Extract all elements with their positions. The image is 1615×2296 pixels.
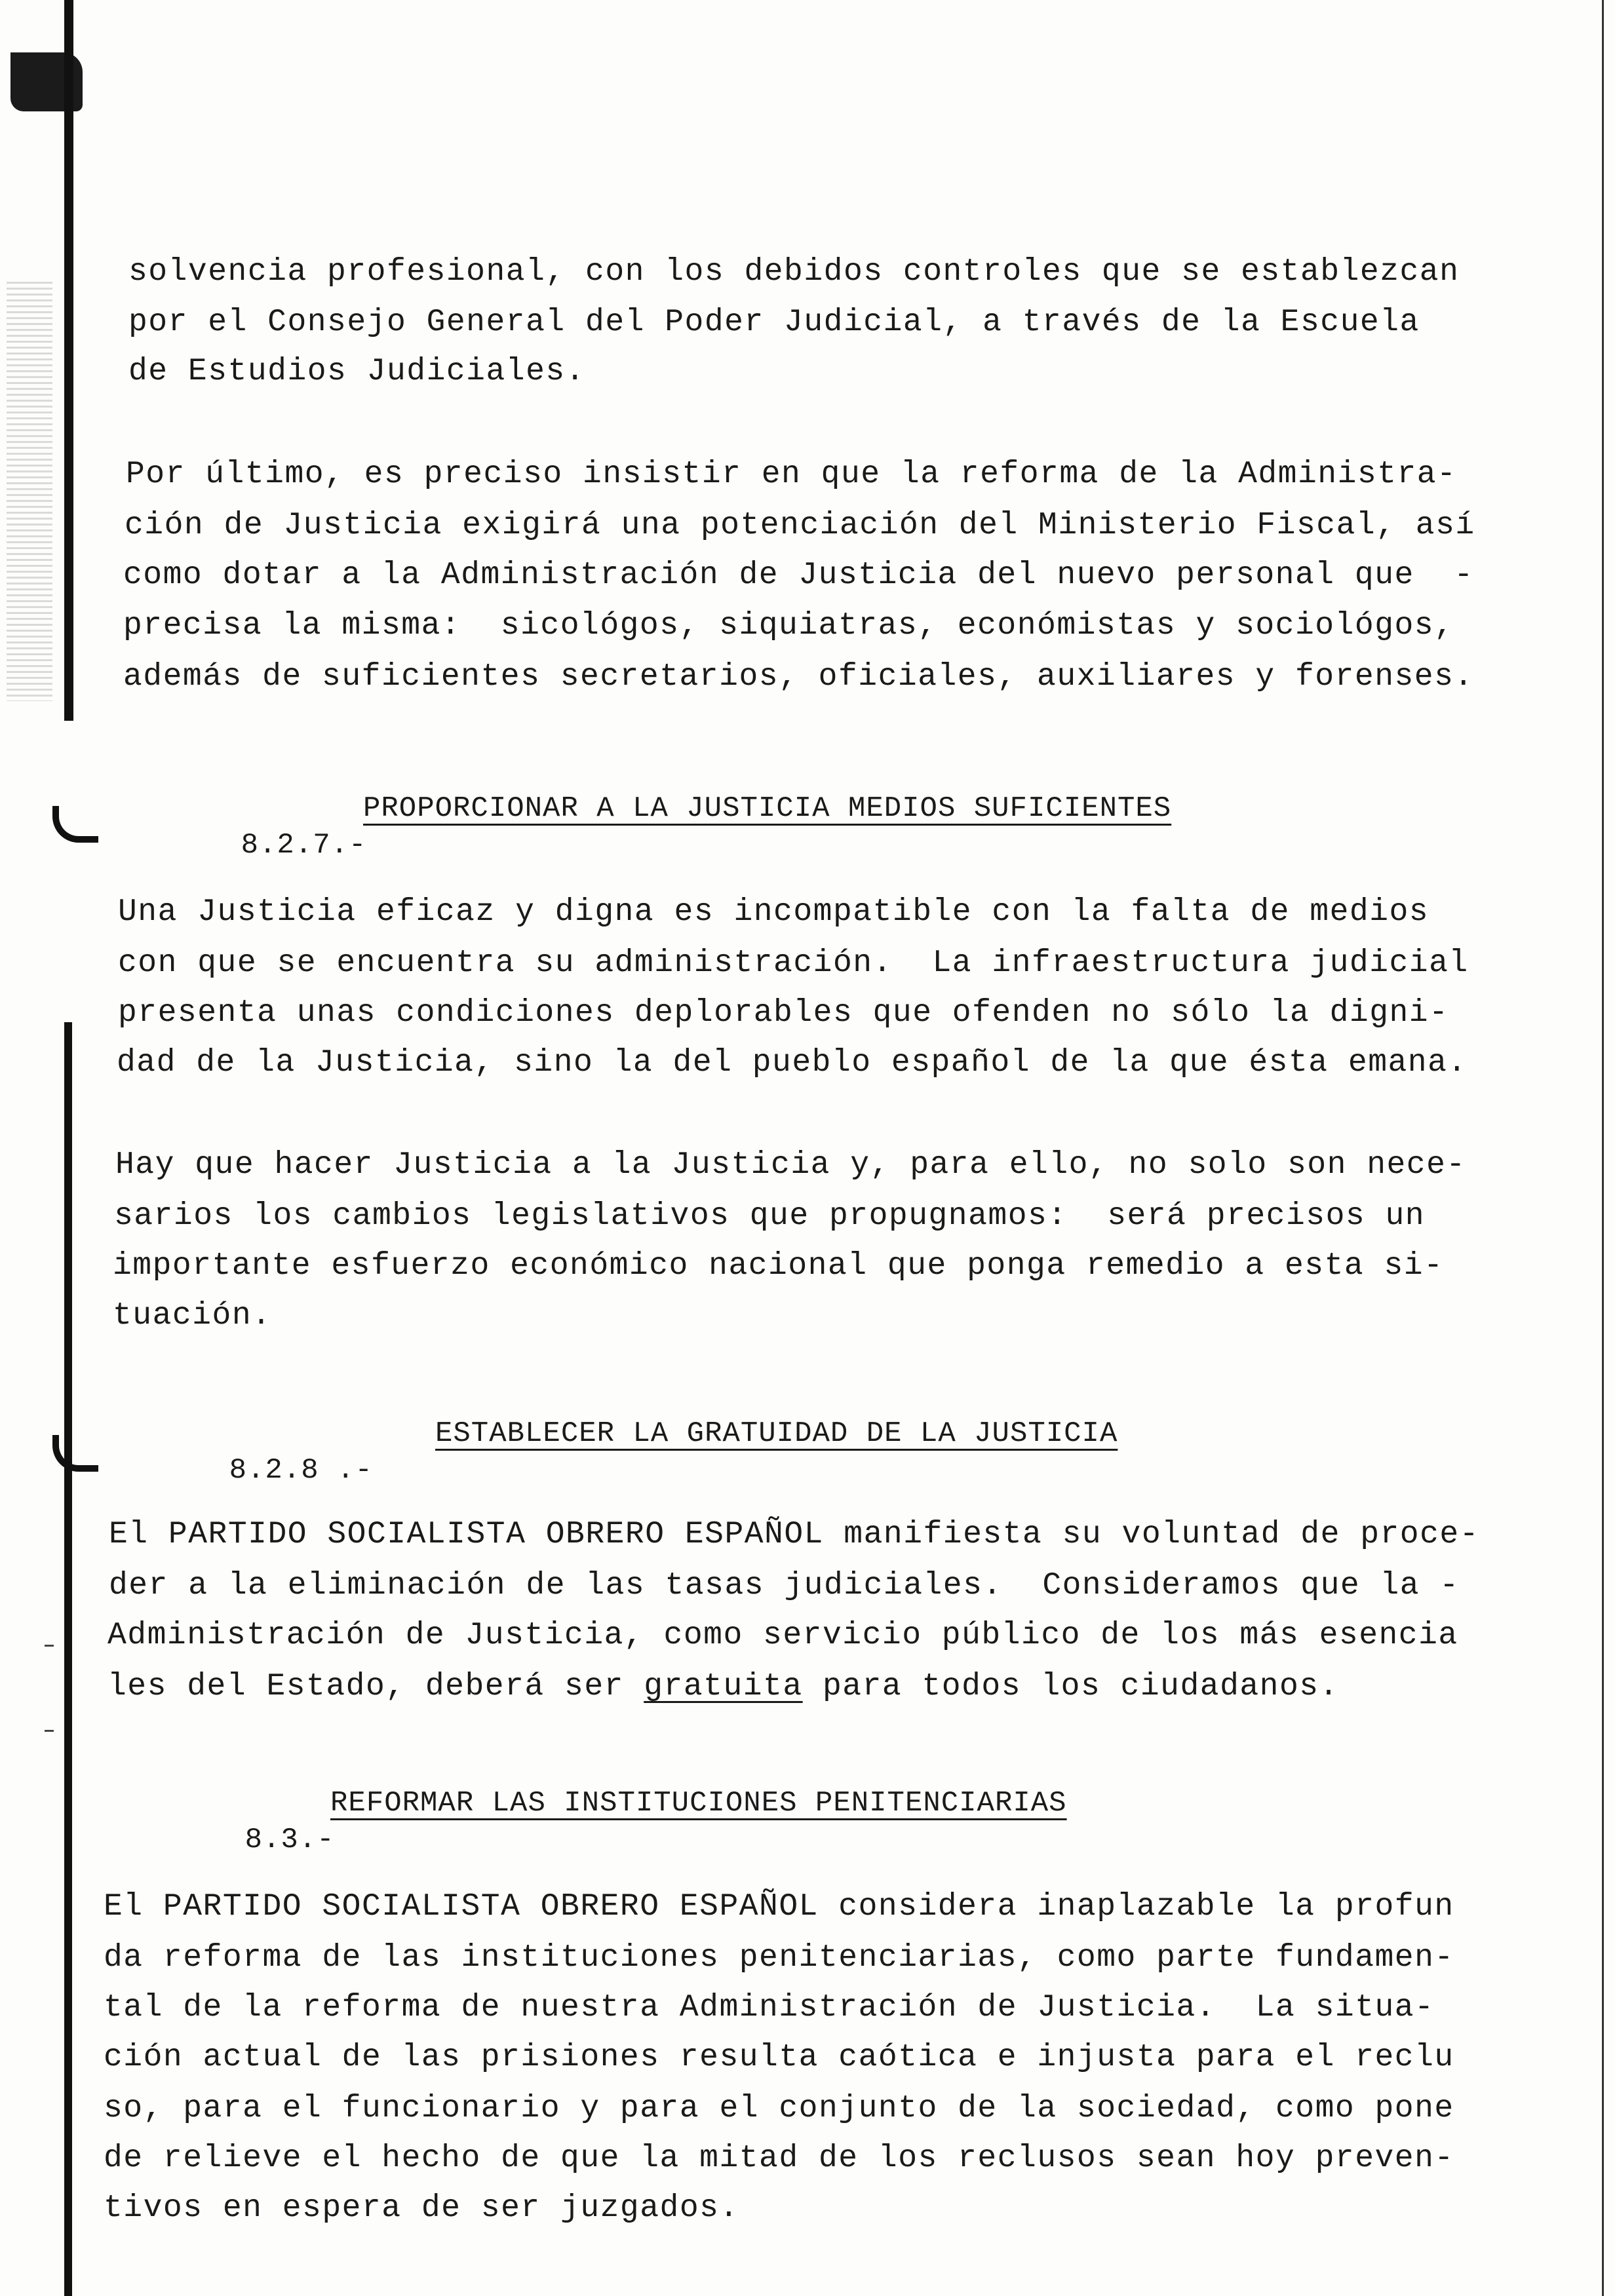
- text-line: por el Consejo General del Poder Judicial, a través de la Escuela: [128, 305, 1420, 340]
- text-line: Administración de Justicia, como servicio público de los más esencia: [107, 1618, 1458, 1653]
- binding-edge-lower: [64, 1022, 72, 2296]
- text-line: ción de Justicia exigirá una potenciación del Ministerio Fiscal, así: [125, 508, 1475, 543]
- text-line: sarios los cambios legislativos que propugnamos: será precisos un: [114, 1198, 1426, 1234]
- text-line: Por último, es preciso insistir en que la reforma de la Administra-: [126, 457, 1457, 492]
- text-run: para todos los ciudadanos.: [802, 1669, 1339, 1704]
- text-line: de relieve el hecho de que la mitad de los reclusos sean hoy preven-: [104, 2141, 1454, 2176]
- binding-speckle: [7, 282, 52, 701]
- text-line: Una Justicia eficaz y digna es incompatible con la falta de medios: [118, 894, 1430, 930]
- text-line: El PARTIDO SOCIALISTA OBRERO ESPAÑOL considera inaplazable la profun: [104, 1889, 1454, 1924]
- text-line: además de suficientes secretarios, oficiales, auxiliares y forenses.: [123, 659, 1474, 695]
- text-line: dad de la Justicia, sino la del pueblo español de la que ésta emana.: [117, 1045, 1468, 1081]
- text-line: ción actual de las prisiones resulta caótica e injusta para el reclu: [104, 2040, 1454, 2075]
- section-number: 8.2.8 .-: [229, 1454, 373, 1487]
- text-run: les del Estado, deberá ser: [107, 1669, 624, 1704]
- text-line: [107, 1667, 1339, 1706]
- text-line: El PARTIDO SOCIALISTA OBRERO ESPAÑOL manifiesta su voluntad de proce-: [109, 1517, 1480, 1552]
- binding-hook-upper: [52, 806, 98, 843]
- text-line: tivos en espera de ser juzgados.: [104, 2191, 739, 2226]
- underlined-word: gratuita: [644, 1669, 803, 1704]
- section-number: 8.2.7.-: [241, 829, 367, 862]
- text-line: Hay que hacer Justicia a la Justicia y, para ello, no solo son nece-: [115, 1147, 1466, 1183]
- text-line: solvencia profesional, con los debidos controles que se establezcan: [128, 254, 1460, 290]
- text-line: tal de la reforma de nuestra Administración de Justicia. La situa-: [104, 1990, 1435, 2025]
- text-line: con que se encuentra su administración. La infraestructura judicial: [118, 946, 1469, 981]
- section-number: 8.3.-: [244, 1824, 335, 1856]
- section-title: REFORMAR LAS INSTITUCIONES PENITENCIARIAS: [330, 1787, 1067, 1820]
- margin-tick: [45, 1645, 54, 1647]
- section-title: ESTABLECER LA GRATUIDAD DE LA JUSTICIA: [435, 1417, 1118, 1450]
- binding-edge-upper: [64, 0, 73, 721]
- section-title: PROPORCIONAR A LA JUSTICIA MEDIOS SUFICIENTES: [363, 792, 1172, 825]
- text-line: precisa la misma: sicológos, siquiatras, económistas y sociológos,: [123, 608, 1454, 643]
- text-line: de Estudios Judiciales.: [128, 354, 586, 389]
- text-line: so, para el funcionario y para el conjunto de la sociedad, como pone: [104, 2091, 1454, 2126]
- margin-tick: [45, 1730, 54, 1732]
- page-right-edge: [1602, 0, 1604, 2296]
- text-line: importante esfuerzo económico nacional que ponga remedio a esta si-: [113, 1248, 1444, 1284]
- text-line: der a la eliminación de las tasas judiciales. Consideramos que la -: [109, 1568, 1460, 1603]
- text-line: presenta unas condiciones deplorables que ofenden no sólo la digni-: [118, 995, 1449, 1031]
- text-line: como dotar a la Administración de Justicia del nuevo personal que -: [123, 558, 1474, 593]
- binding-hook-lower: [52, 1435, 98, 1472]
- text-line: da reforma de las instituciones penitenciarias, como parte fundamen-: [104, 1940, 1454, 1976]
- text-line: tuación.: [113, 1298, 272, 1333]
